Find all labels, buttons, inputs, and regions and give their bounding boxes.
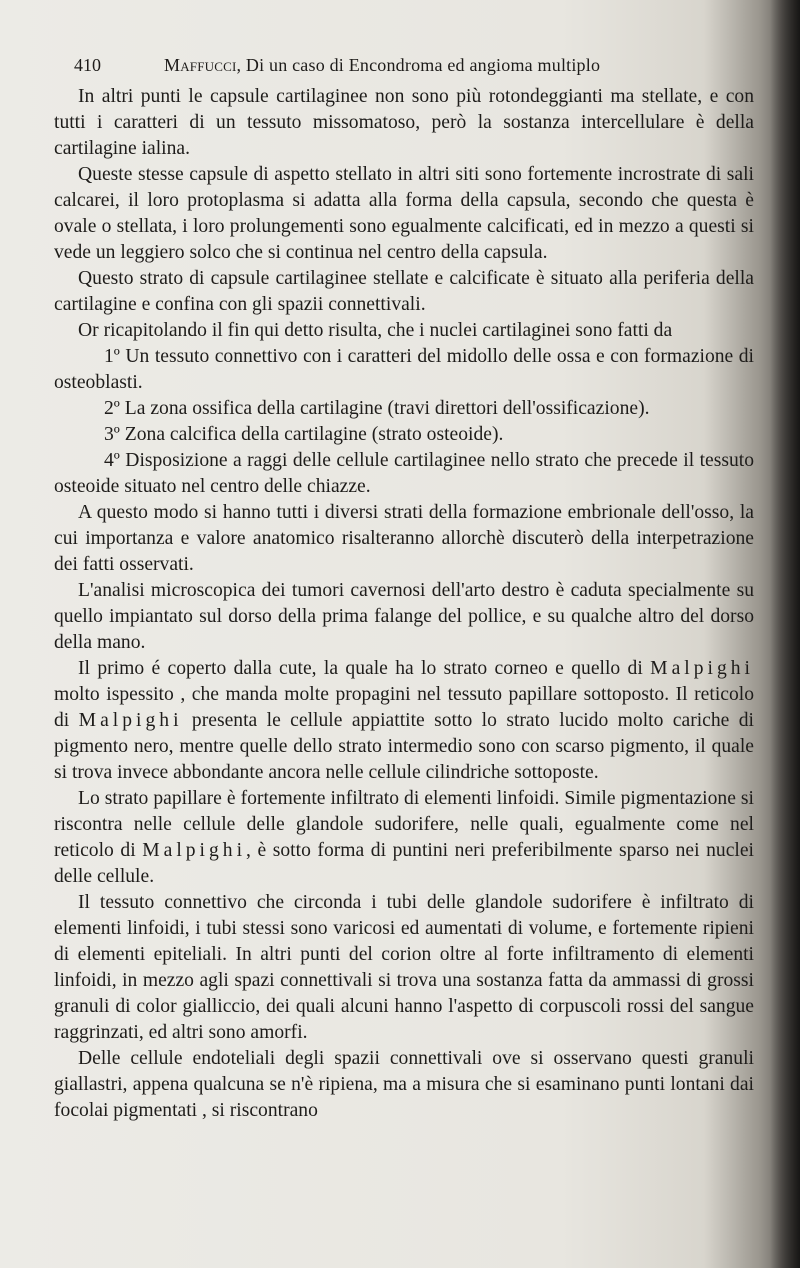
paragraph-text: Lo strato papillare è fortemente infiltrato di elementi linfoidi. Simile pigmentazione si riscontra nelle cellule delle glandole sudorifere, nelle quali, egualmente come nel reticolo di (54, 788, 754, 861)
running-header (74, 52, 694, 78)
paragraph: Questo strato di capsule cartilaginee stellate e calcificate è situato alla periferia della cartilagine e confina con gli spazii connettivali. (54, 268, 754, 315)
paragraph: Il tessuto connettivo che circonda i tubi delle glandole sudorifere è infiltrato di elementi linfoidi, i tubi stessi sono varicosi ed aumentati di volume, e fortemente ripieni di elementi epiteliali. In altri punti del corion oltre al forte infiltramento di elementi linfoidi, in mezzo agli spazi connettivali si trova una sostanza fatta da ammassi di grossi granuli di color gialliccio, dei quali alcuni hanno l'aspetto di corpuscoli rossi del sangue raggrinzati, ed altri sono amorfi. (54, 892, 754, 1043)
paragraph (54, 656, 754, 786)
paragraph: L'analisi microscopica dei tumori cavernosi dell'arto destro è caduta specialmente su quello impiantato sul dorso della prima falange del pollice, e su qualche altro del dorso della mano. (54, 580, 754, 653)
paragraph-text: , è sotto forma di puntini neri preferibilmente sparso nei nuclei delle cellule. (54, 840, 754, 887)
list-item: 1º Un tessuto connettivo con i caratteri del midollo delle ossa e con formazione di osteoblasti. (54, 346, 754, 393)
running-title-author: Maffucci (164, 55, 237, 75)
running-title (164, 52, 600, 78)
paragraph-text: Il primo é coperto dalla cute, la quale ha lo strato corneo e quello di (78, 658, 643, 679)
list-item: 4º Disposizione a raggi delle cellule cartilaginee nello strato che precede il tessuto osteoide situato nel centro delle chiazze. (54, 450, 754, 497)
paragraph: Delle cellule endoteliali degli spazii connettivali ove si osservano questi granuli giallastri, appena qualcuna se n'è ripiena, ma a misura che si esaminano punti lontani dai focolai pigmentati , si riscontrano (54, 1048, 754, 1121)
page-number: 410 (74, 55, 101, 75)
list-item: 3º Zona calcifica della cartilagine (strato osteoide). (104, 424, 504, 445)
body-text (54, 84, 754, 1124)
running-title-text: , Di un caso di Encondroma ed angioma multiplo (236, 55, 601, 75)
paragraph: A questo modo si hanno tutti i diversi strati della formazione embrionale dell'osso, la cui importanza e valore anatomico risalteranno allorchè discuterò della interpetrazione dei fatti osservati. (54, 502, 754, 575)
paragraph: Or ricapitolando il fin qui detto risulta, che i nuclei cartilaginei sono fatti da (78, 320, 673, 341)
list-item: 2º La zona ossifica della cartilagine (travi direttori dell'ossificazione). (104, 398, 650, 419)
book-gutter-shadow (770, 0, 800, 1268)
paragraph: In altri punti le capsule cartilaginee non sono più rotondeggianti ma stellate, e con tutti i caratteri di un tessuto missomatoso, però la sostanza intercellulare è della cartilagine ialina. (54, 86, 754, 159)
eponym-malpighi: Malpighi (78, 710, 183, 731)
paragraph (54, 786, 754, 890)
paragraph-text: molto ispessito , che manda molte propagini nel tessuto papillare sottoposto. Il reticolo di (54, 684, 754, 731)
paragraph-text: presenta le cellule appiattite sotto lo strato lucido molto cariche di pigmento nero, mentre quelle dello strato intermedio sono con scarso pigmento, il quale si trova invece abbondante ancora nelle cellule cilindriche sottoposte. (54, 710, 755, 783)
paragraph: Queste stesse capsule di aspetto stellato in altri siti sono fortemente incrostrate di sali calcarei, il loro protoplasma si adatta alla forma della capsula, secondo che questa è ovale o stellata, i loro prolungementi sono egualmente calcificati, ed in mezzo a questi si vede un leggiero solco che si continua nel centro della capsula. (54, 164, 754, 263)
eponym-malpighi: Malpighi (142, 840, 247, 861)
eponym-malpighi: Malpighi (650, 658, 754, 679)
